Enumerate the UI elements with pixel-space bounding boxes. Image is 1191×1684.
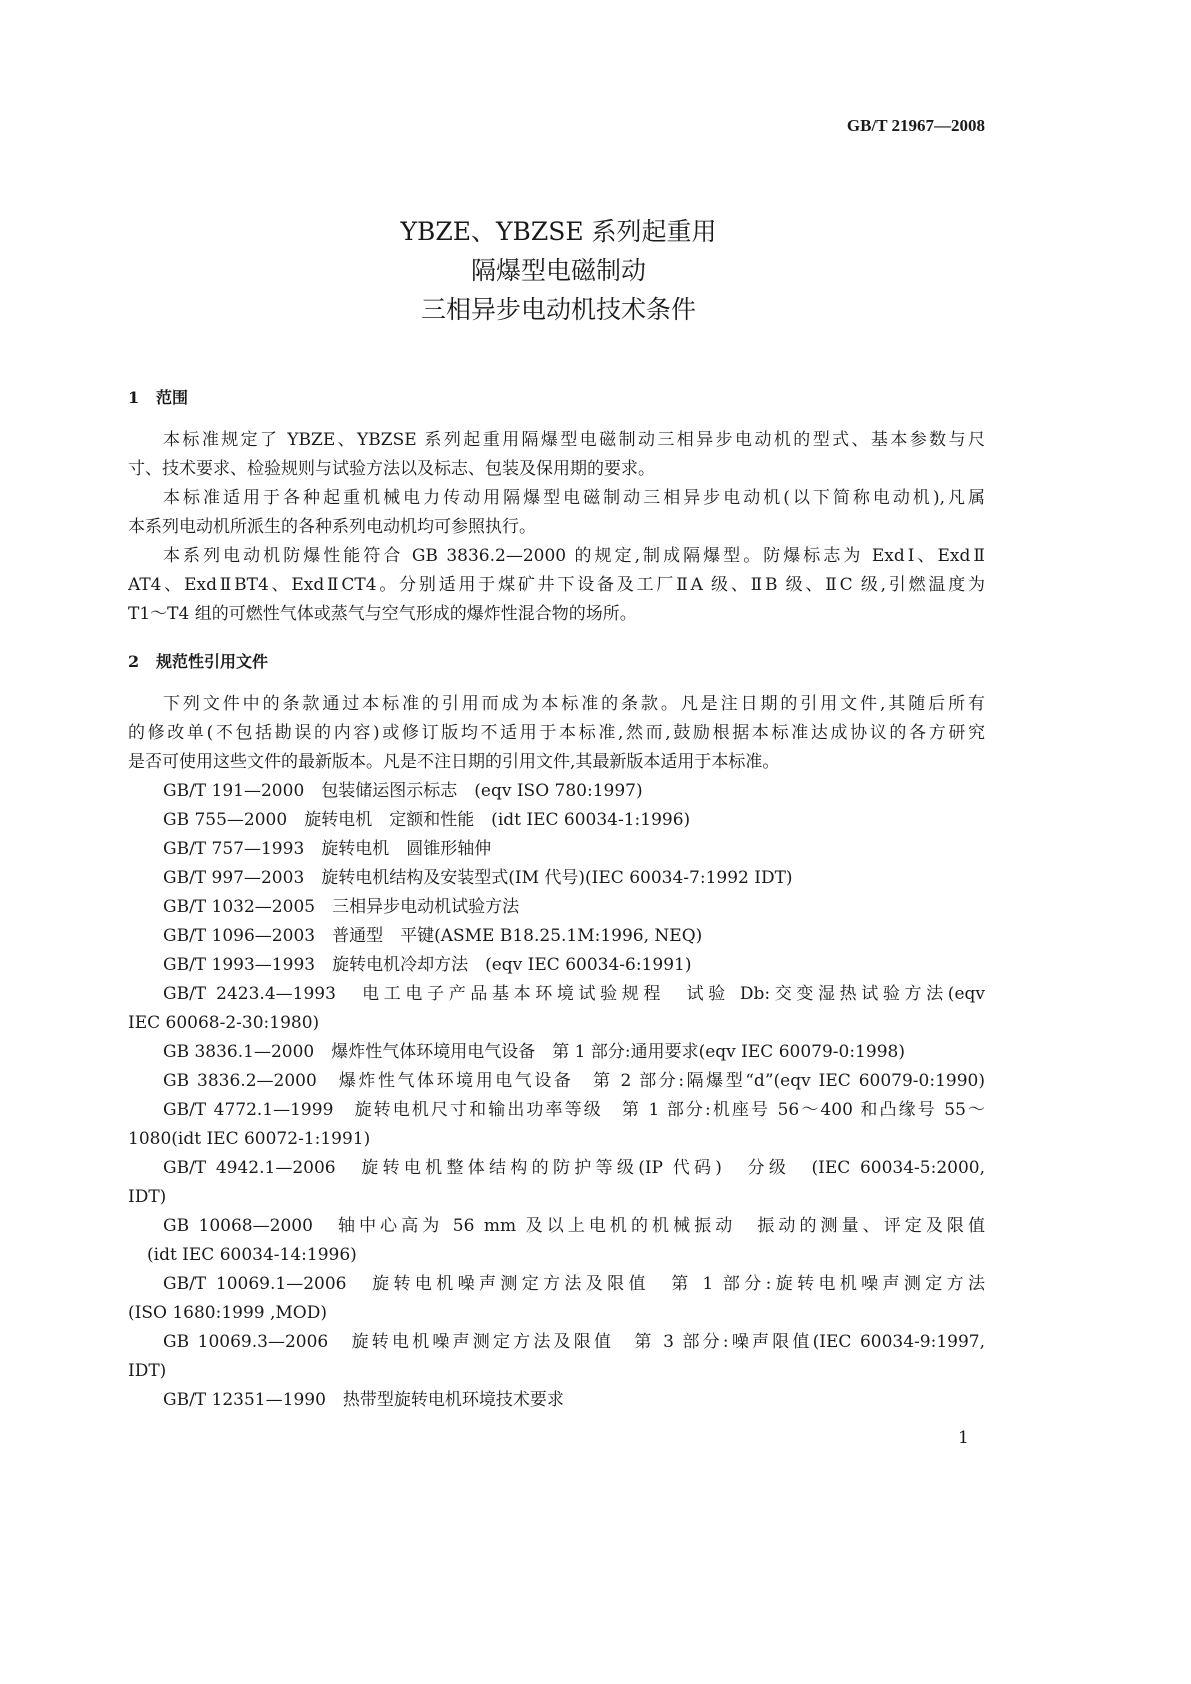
reference-line: GB 10069.3—2006 旋转电机噪声测定方法及限值 第 3 部分:噪声限值(IEC 60034-9:1997,	[163, 1332, 985, 1352]
reference-line: IDT)	[128, 1187, 167, 1207]
reference-line: GB 755—2000 旋转电机 定额和性能 (idt IEC 60034-1:1996)	[163, 810, 691, 830]
page-number: 1	[958, 1428, 969, 1448]
text-line: 是否可使用这些文件的最新版本。凡是不注日期的引用文件,其最新版本适用于本标准。	[128, 752, 780, 772]
text-line: 寸、技术要求、检验规则与试验方法以及标志、包装及保用期的要求。	[128, 459, 655, 479]
reference-line: GB/T 12351—1990 热带型旋转电机环境技术要求	[163, 1390, 564, 1410]
reference-line: GB/T 997—2003 旋转电机结构及安装型式(IM 代号)(IEC 60034-7:1992 IDT)	[163, 868, 793, 888]
reference-line: 1080(idt IEC 60072-1:1991)	[128, 1129, 371, 1149]
reference-line: GB/T 757—1993 旋转电机 圆锥形轴伸	[163, 839, 492, 859]
section-body	[128, 426, 985, 629]
reference-line: GB/T 10069.1—2006 旋转电机噪声测定方法及限值 第 1 部分:旋转电机噪声测定方法	[163, 1274, 985, 1294]
section-title: 范围	[156, 388, 189, 407]
section-scope	[128, 383, 985, 629]
section-body	[128, 690, 985, 1415]
standard-code: GB/T 21967—2008	[846, 116, 985, 135]
reference-line: GB/T 191—2000 包装储运图示标志 (eqv ISO 780:1997)	[163, 781, 643, 801]
text-line: AT4、ExdⅡBT4、ExdⅡCT4。分别适用于煤矿井下设备及工厂ⅡA 级、ⅡB 级、ⅡC 级,引燃温度为	[128, 575, 985, 595]
text-line: 的修改单(不包括勘误的内容)或修订版均不适用于本标准,然而,鼓励根据本标准达成协议的各方研究	[128, 723, 985, 743]
reference-line: GB/T 1096—2003 普通型 平键(ASME B18.25.1M:1996, NEQ)	[163, 926, 703, 946]
section-heading	[128, 383, 985, 412]
section-number: 2	[128, 652, 140, 671]
reference-line: GB 3836.2—2000 爆炸性气体环境用电气设备 第 2 部分:隔爆型“d”(eqv IEC 60079-0:1990)	[163, 1071, 985, 1091]
reference-line: GB/T 1993—1993 旋转电机冷却方法 (eqv IEC 60034-6:1991)	[163, 955, 692, 975]
text-line: 下列文件中的条款通过本标准的引用而成为本标准的条款。凡是注日期的引用文件,其随后所有	[163, 694, 985, 714]
section-number: 1	[128, 388, 140, 407]
title-line: YBZE、YBZSE 系列起重用	[400, 217, 717, 246]
text-line: T1～T4 组的可燃性气体或蒸气与空气形成的爆炸性混合物的场所。	[128, 604, 637, 624]
section-title: 规范性引用文件	[156, 652, 269, 671]
reference-line: (ISO 1680:1999 ,MOD)	[128, 1303, 328, 1323]
reference-line: GB 3836.1—2000 爆炸性气体环境用电气设备 第 1 部分:通用要求(eqv IEC 60079-0:1998)	[163, 1042, 905, 1062]
reference-line: GB 10068—2000 轴中心高为 56 mm 及以上电机的机械振动 振动的测量、评定及限值	[163, 1216, 985, 1236]
reference-line: GB/T 1032—2005 三相异步电动机试验方法	[163, 897, 520, 917]
reference-line: IDT)	[128, 1361, 167, 1381]
reference-line: GB/T 2423.4—1993 电工电子产品基本环境试验规程 试验 Db:交变湿热试验方法(eqv	[163, 984, 985, 1004]
reference-line: IEC 60068-2-30:1980)	[128, 1013, 320, 1033]
text-line: 本标准适用于各种起重机械电力传动用隔爆型电磁制动三相异步电动机(以下简称电动机),凡属	[163, 488, 985, 508]
reference-line: GB/T 4772.1—1999 旋转电机尺寸和输出功率等级 第 1 部分:机座号 56～400 和凸缘号 55～	[163, 1100, 985, 1120]
text-line: 本系列电动机所派生的各种系列电动机均可参照执行。	[128, 517, 536, 537]
section-normative-references	[128, 647, 985, 1415]
text-line: 本标准规定了 YBZE、YBZSE 系列起重用隔爆型电磁制动三相异步电动机的型式、基本参数与尺	[163, 430, 985, 450]
section-heading	[128, 647, 985, 676]
reference-line: GB/T 4942.1—2006 旋转电机整体结构的防护等级(IP 代码) 分级 (IEC 60034-5:2000,	[163, 1158, 985, 1178]
title-line: 三相异步电动机技术条件	[420, 295, 696, 324]
title-line: 隔爆型电磁制动	[470, 256, 646, 285]
reference-line: (idt IEC 60034-14:1996)	[147, 1245, 357, 1265]
document-title	[0, 212, 1117, 329]
text-line: 本系列电动机防爆性能符合 GB 3836.2—2000 的规定,制成隔爆型。防爆标志为 ExdⅠ、ExdⅡ	[163, 546, 985, 566]
